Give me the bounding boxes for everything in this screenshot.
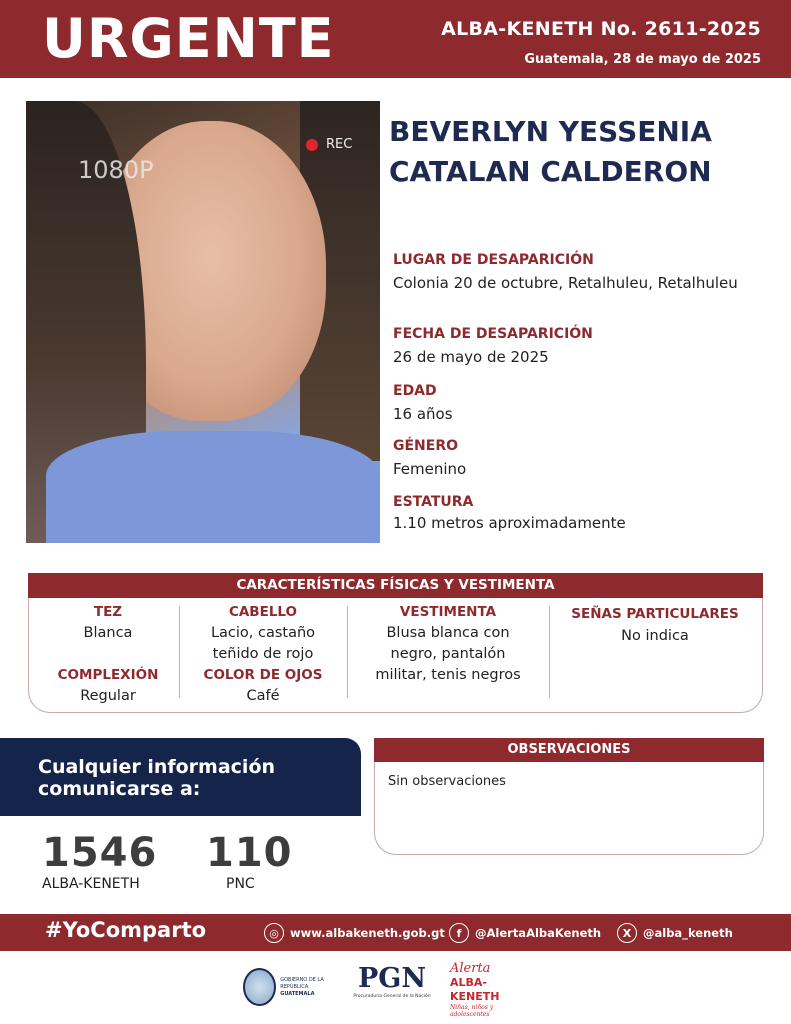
website-text: www.albakeneth.gob.gt bbox=[290, 926, 445, 940]
contact-line1: Cualquier información bbox=[38, 756, 276, 778]
cabello-value-line2: teñido de rojo bbox=[212, 646, 314, 662]
facebook-link[interactable] bbox=[449, 922, 601, 944]
photo-rec-overlay: REC bbox=[326, 137, 353, 152]
genero-value: Femenino bbox=[393, 460, 467, 478]
ojos-value: Café bbox=[246, 688, 280, 704]
complexion-value: Regular bbox=[80, 688, 136, 704]
phone-alba-keneth[interactable]: 1546 bbox=[42, 830, 158, 876]
observations-text: Sin observaciones bbox=[388, 774, 506, 789]
phone-alba-keneth-label: ALBA-KENETH bbox=[42, 876, 140, 892]
pgn-logo bbox=[352, 964, 432, 1008]
photo-resolution-overlay: 1080P bbox=[78, 156, 154, 184]
guatemala-seal-icon bbox=[243, 968, 276, 1006]
person-name-line1: BEVERLYN YESSENIA bbox=[389, 115, 712, 148]
globe-icon: ◎ bbox=[264, 923, 284, 943]
photo-shirt bbox=[46, 431, 380, 543]
fecha-value: 26 de mayo de 2025 bbox=[393, 348, 549, 366]
cabello-value bbox=[180, 623, 346, 665]
observations-heading: OBSERVACIONES bbox=[374, 738, 764, 762]
vestimenta-value-line1: Blusa blanca con bbox=[386, 625, 510, 641]
rec-dot-icon bbox=[306, 139, 318, 151]
tez-value: Blanca bbox=[83, 625, 133, 641]
senas-value: No indica bbox=[621, 628, 689, 644]
estatura-label: ESTATURA bbox=[393, 494, 474, 510]
vestimenta-value-line3: militar, tenis negros bbox=[375, 667, 521, 683]
person-name bbox=[389, 112, 784, 192]
urgent-title: URGENTE bbox=[42, 7, 335, 70]
phone-pnc[interactable]: 110 bbox=[206, 830, 293, 876]
senas-label: SEÑAS PARTICULARES bbox=[571, 606, 739, 622]
gt-logo-line2: GUATEMALA bbox=[280, 990, 315, 997]
x-icon: X bbox=[617, 923, 637, 943]
ak-logo-line2: ALBA-KENETH bbox=[450, 976, 500, 1003]
contact-text bbox=[38, 756, 338, 800]
gt-logo-line1: GOBIERNO DE LA REPÚBLICA bbox=[280, 976, 324, 990]
edad-label: EDAD bbox=[393, 383, 437, 399]
website-link[interactable] bbox=[264, 922, 445, 944]
lugar-label: LUGAR DE DESAPARICIÓN bbox=[393, 252, 594, 268]
alert-date: Guatemala, 28 de mayo de 2025 bbox=[524, 52, 761, 67]
person-name-line2: CATALAN CALDERON bbox=[389, 155, 712, 188]
pgn-sub: Procuraduría General de la Nación bbox=[353, 994, 431, 999]
genero-label: GÉNERO bbox=[393, 438, 459, 454]
edad-value: 16 años bbox=[393, 405, 453, 423]
alert-number: ALBA-KENETH No. 2611-2025 bbox=[441, 18, 761, 40]
vestimenta-value-line2: negro, pantalón bbox=[390, 646, 506, 662]
column-divider bbox=[549, 606, 550, 698]
characteristics-heading: CARACTERÍSTICAS FÍSICAS Y VESTIMENTA bbox=[28, 573, 763, 598]
ak-logo-line3: Niñas, niños y adolescentes bbox=[450, 1004, 494, 1018]
contact-line2: comunicarse a: bbox=[38, 778, 201, 800]
ojos-label: COLOR DE OJOS bbox=[203, 667, 323, 683]
lugar-value: Colonia 20 de octubre, Retalhuleu, Retalhuleu bbox=[393, 274, 738, 292]
header-bar bbox=[0, 0, 791, 78]
facebook-icon: f bbox=[449, 923, 469, 943]
x-link[interactable] bbox=[617, 922, 733, 944]
facebook-text: @AlertaAlbaKeneth bbox=[475, 926, 602, 940]
cabello-label: CABELLO bbox=[228, 604, 298, 620]
x-text: @alba_keneth bbox=[643, 926, 733, 940]
fecha-label: FECHA DE DESAPARICIÓN bbox=[393, 326, 593, 342]
cabello-value-line1: Lacio, castaño bbox=[210, 625, 316, 641]
hashtag: #YoComparto bbox=[45, 918, 207, 942]
vestimenta-label: VESTIMENTA bbox=[399, 604, 497, 620]
alba-keneth-logo bbox=[450, 961, 530, 1018]
missing-person-photo bbox=[26, 101, 380, 543]
phone-pnc-label: PNC bbox=[226, 876, 255, 892]
estatura-value: 1.10 metros aproximadamente bbox=[393, 514, 626, 532]
ak-logo-line1: Alerta bbox=[450, 961, 491, 976]
vestimenta-value bbox=[348, 623, 548, 686]
guatemala-government-logo bbox=[243, 965, 343, 1009]
pgn-mark: PGN bbox=[357, 963, 427, 994]
complexion-label: COMPLEXIÓN bbox=[57, 667, 159, 683]
tez-label: TEZ bbox=[93, 604, 123, 620]
